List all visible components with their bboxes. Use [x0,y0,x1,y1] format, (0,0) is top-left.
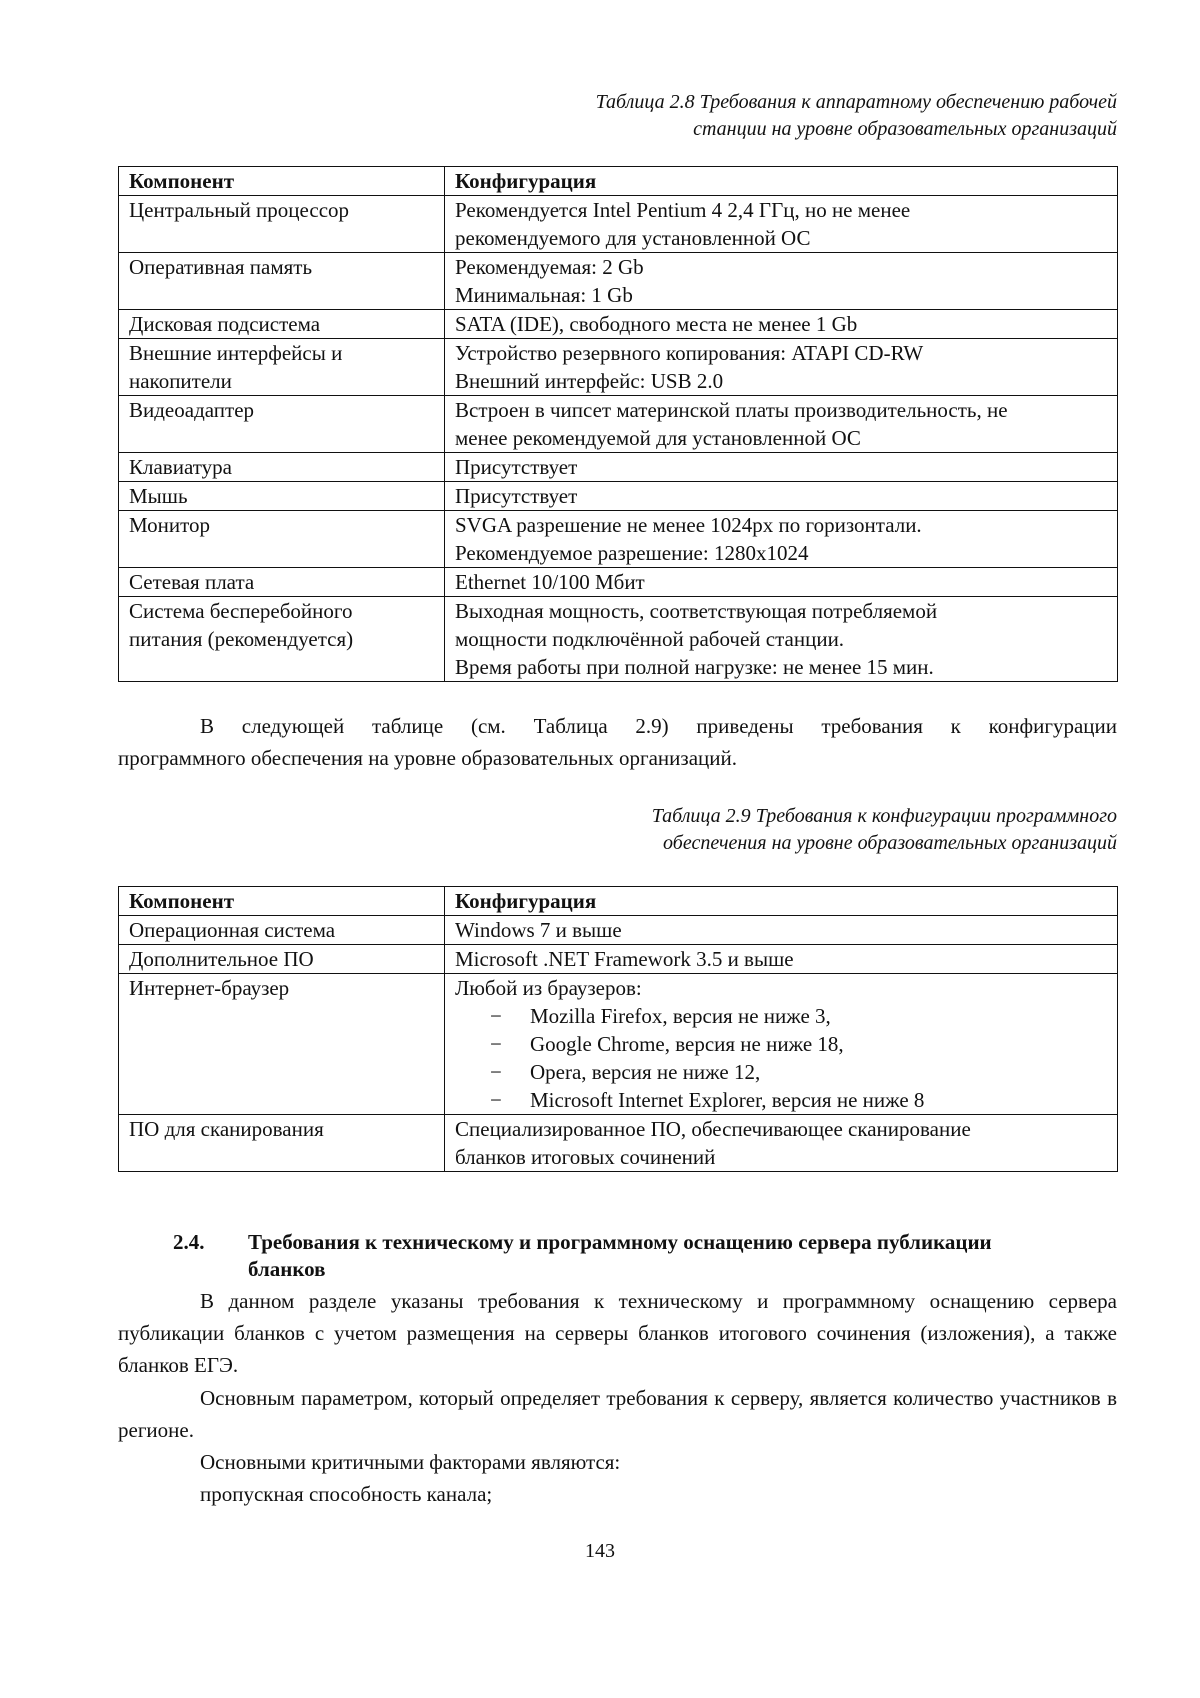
table-row [119,511,1118,568]
table-row [119,597,1118,682]
component-cell [119,196,445,253]
config-cell [445,396,1118,453]
intro-paragraph [118,710,1117,774]
table-row [119,253,1118,310]
dash-bullet: − [490,1088,502,1112]
caption-line: Таблица 2.8 Требования к аппаратному обеспечению рабочей [595,91,1117,113]
config-cell [445,453,1118,482]
cell-line: Клавиатура [129,455,232,479]
config-cell: Microsoft .NET Framework 3.5 и выше [445,945,1118,974]
header-configuration: Конфигурация [445,887,1118,916]
cell-line: Встроен в чипсет материнской платы производительность, не [455,398,1008,422]
cell-line: Время работы при полной нагрузке: не менее 15 мин. [455,655,934,679]
list-item [490,1086,1117,1114]
config-cell [445,196,1118,253]
table-row [119,1115,1118,1172]
cell-line: Ethernet 10/100 Мбит [455,570,645,594]
component-cell [119,396,445,453]
component-cell: Операционная система [119,916,445,945]
table-row [119,482,1118,511]
cell-line: Минимальная: 1 Gb [455,283,633,307]
cell-line: Дисковая подсистема [129,312,321,336]
body-paragraph: Основным параметром, который определяет требования к серверу, является количество участников в регионе. [118,1386,1117,1442]
component-cell [119,482,445,511]
list-item-text: Opera, версия не ниже 12, [530,1060,761,1084]
browser-list [455,1002,1117,1114]
table-row [119,310,1118,339]
config-cell [445,1115,1118,1172]
section-title-line: бланков [248,1257,326,1281]
header-component: Компонент [119,887,445,916]
config-cell [445,974,1118,1115]
component-cell [119,310,445,339]
config-cell: Windows 7 и выше [445,916,1118,945]
config-cell [445,310,1118,339]
caption-line: обеспечения на уровне образовательных организаций [663,832,1117,854]
body-paragraph: пропускная способность канала; [200,1482,493,1506]
page-number: 143 [585,1540,615,1562]
cell-line: Мышь [129,484,188,508]
table-row [119,916,1118,945]
list-item [490,1058,1117,1086]
cell-line: Специализированное ПО, обеспечивающее сканирование [455,1117,971,1141]
table-row [119,339,1118,396]
cell-line: Видеоадаптер [129,398,255,422]
cell-line: Присутствует [455,484,578,508]
table-header-row [119,887,1118,916]
caption-line: Таблица 2.9 Требования к конфигурации программного [651,805,1117,827]
config-cell [445,568,1118,597]
table-row [119,945,1118,974]
table-row [119,196,1118,253]
header-configuration: Конфигурация [445,167,1118,196]
caption-line: станции на уровне образовательных организаций [693,118,1117,140]
header-component: Компонент [119,167,445,196]
cell-line: Внешний интерфейс: USB 2.0 [455,369,724,393]
table-2-9-caption [652,803,1117,857]
cell-line: SVGA разрешение не менее 1024px по горизонтали. [455,513,922,537]
cell-line: Сетевая плата [129,570,255,594]
cell-line: Центральный процессор [129,198,350,222]
component-cell [119,597,445,682]
list-item-text: Google Chrome, версия не ниже 18, [530,1032,844,1056]
cell-line: Присутствует [455,455,578,479]
list-item [490,1030,1117,1058]
config-cell [445,253,1118,310]
component-cell [119,568,445,597]
component-cell [119,511,445,568]
cell-line: рекомендуемого для установленной ОС [455,226,811,250]
cell-line: Выходная мощность, соответствующая потребляемой [455,599,938,623]
section-number: 2.4. [173,1230,205,1254]
cell-line: Рекомендуется Intel Pentium 4 2,4 ГГц, но не менее [455,198,911,222]
paragraph-line: В следующей таблице (см. Таблица 2.9) приведены требования к конфигурации [200,714,1117,738]
cell-line: Любой из браузеров: [455,976,642,1000]
cell-line: Рекомендуемое разрешение: 1280x1024 [455,541,809,565]
component-cell: Дополнительное ПО [119,945,445,974]
cell-line: SATA (IDE), свободного места не менее 1 Gb [455,312,858,336]
body-paragraph: В данном разделе указаны требования к техническому и программному оснащению сервера публикации бланков с учетом размещения на серверы бланков итогового сочинения (изложения), а также бланков ЕГЭ. [118,1289,1117,1377]
software-requirements-table [118,886,1118,1172]
table-row [119,396,1118,453]
cell-line: мощности подключённой рабочей станции. [455,627,845,651]
cell-line: накопители [129,369,232,393]
component-cell: ПО для сканирования [119,1115,445,1172]
config-cell [445,597,1118,682]
table-row [119,453,1118,482]
dash-bullet: − [490,1060,502,1084]
config-cell [445,339,1118,396]
paragraph-line: программного обеспечения на уровне образовательных организаций. [118,746,737,770]
cell-line: Устройство резервного копирования: ATAPI CD-RW [455,341,924,365]
component-cell [119,453,445,482]
table-2-8-caption [596,89,1117,143]
config-cell [445,482,1118,511]
list-item-text: Microsoft Internet Explorer, версия не ниже 8 [530,1088,925,1112]
dash-bullet: − [490,1032,502,1056]
section-title [248,1229,1123,1283]
config-cell [445,511,1118,568]
cell-line: Рекомендуемая: 2 Gb [455,255,644,279]
component-cell: Интернет-браузер [119,974,445,1115]
section-heading [173,1229,1123,1283]
cell-line: Монитор [129,513,211,537]
component-cell [119,339,445,396]
cell-line: Оперативная память [129,255,313,279]
cell-line: питания (рекомендуется) [129,627,354,651]
table-row [119,974,1118,1115]
table-row [119,568,1118,597]
cell-line: бланков итоговых сочинений [455,1145,716,1169]
dash-bullet: − [490,1004,502,1028]
component-cell [119,253,445,310]
section-title-line: Требования к техническому и программному оснащению сервера публикации [248,1230,992,1254]
cell-line: Система бесперебойного [129,599,353,623]
body-paragraph: Основными критичными факторами являются: [200,1450,621,1474]
cell-line: Внешние интерфейсы и [129,341,343,365]
table-header-row [119,167,1118,196]
cell-line: менее рекомендуемой для установленной ОС [455,426,861,450]
list-item-text: Mozilla Firefox, версия не ниже 3, [530,1004,831,1028]
list-item [490,1002,1117,1030]
hardware-requirements-table [118,166,1118,682]
